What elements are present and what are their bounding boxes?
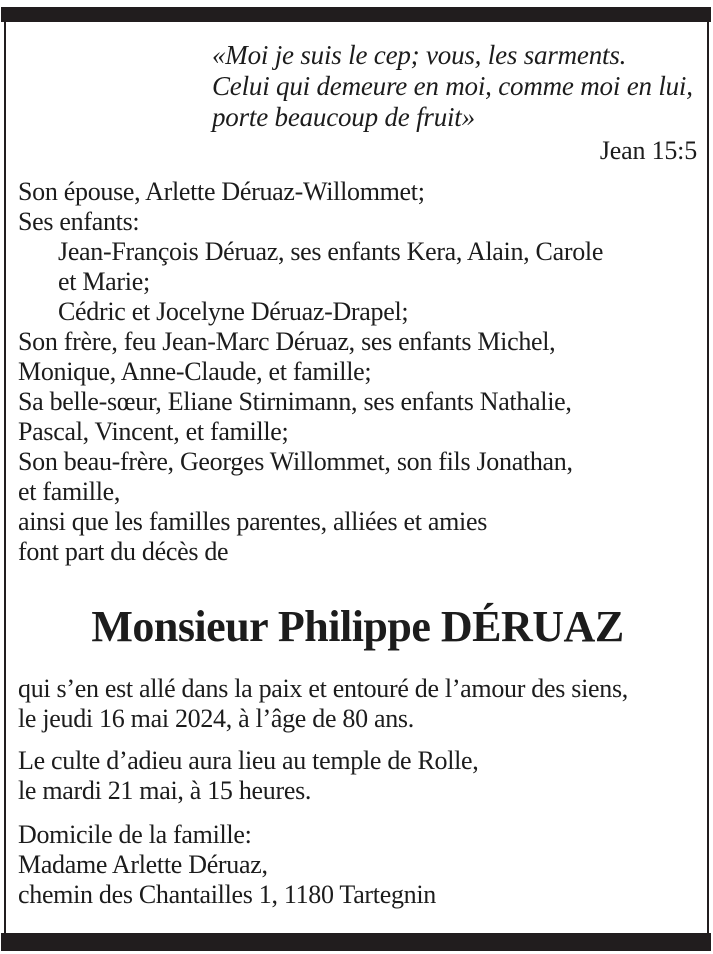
quote-line: «Moi je suis le cep; vous, les sarments. <box>212 40 627 70</box>
family-line: Sa belle-sœur, Eliane Stirnimann, ses enfants Nathalie, <box>18 387 572 416</box>
family-line: Monique, Anne-Claude, et famille; <box>18 357 372 386</box>
address-line: Domicile de la famille: <box>18 820 252 849</box>
death-paragraph <box>18 674 697 734</box>
family-line: Son frère, feu Jean-Marc Déruaz, ses enfants Michel, <box>18 327 556 356</box>
address-paragraph <box>18 820 697 910</box>
service-line: le mardi 21 mai, à 15 heures. <box>18 776 312 805</box>
service-line: Le culte d’adieu aura lieu au temple de Rolle, <box>18 746 479 775</box>
family-line: Pascal, Vincent, et famille; <box>18 417 289 446</box>
epigraph-quote <box>212 40 697 166</box>
address-line: Madame Arlette Déruaz, <box>18 850 268 879</box>
family-line: et Marie; <box>58 267 150 296</box>
deceased-name: Monsieur Philippe DÉRUAZ <box>91 602 624 651</box>
family-line: Son beau-frère, Georges Willommet, son fils Jonathan, <box>18 447 573 476</box>
scripture-reference: Jean 15:5 <box>599 136 697 165</box>
notice-content <box>18 40 697 910</box>
service-paragraph <box>18 746 697 806</box>
top-border-bar <box>1 7 711 22</box>
quote-line: porte beaucoup de fruit» <box>212 102 475 132</box>
family-list <box>18 177 697 567</box>
right-border-rule <box>707 22 709 933</box>
family-line: et famille, <box>18 477 121 506</box>
family-line: Jean-François Déruaz, ses enfants Kera, Alain, Carole <box>58 237 604 266</box>
family-line: Son épouse, Arlette Déruaz-Willommet; <box>18 177 425 206</box>
address-line: chemin des Chantailles 1, 1180 Tartegnin <box>18 880 436 909</box>
quote-line: Celui qui demeure en moi, comme moi en lui, <box>212 71 693 101</box>
death-line: qui s’en est allé dans la paix et entouré de l’amour des siens, <box>18 674 628 703</box>
death-line: le jeudi 16 mai 2024, à l’âge de 80 ans. <box>18 704 414 733</box>
left-border-rule <box>4 22 6 933</box>
family-line: Ses enfants: <box>18 207 140 236</box>
family-line: font part du décès de <box>18 537 229 566</box>
family-line: ainsi que les familles parentes, alliées et amies <box>18 507 488 536</box>
family-line: Cédric et Jocelyne Déruaz-Drapel; <box>58 297 409 326</box>
bottom-border-bar <box>1 933 711 951</box>
